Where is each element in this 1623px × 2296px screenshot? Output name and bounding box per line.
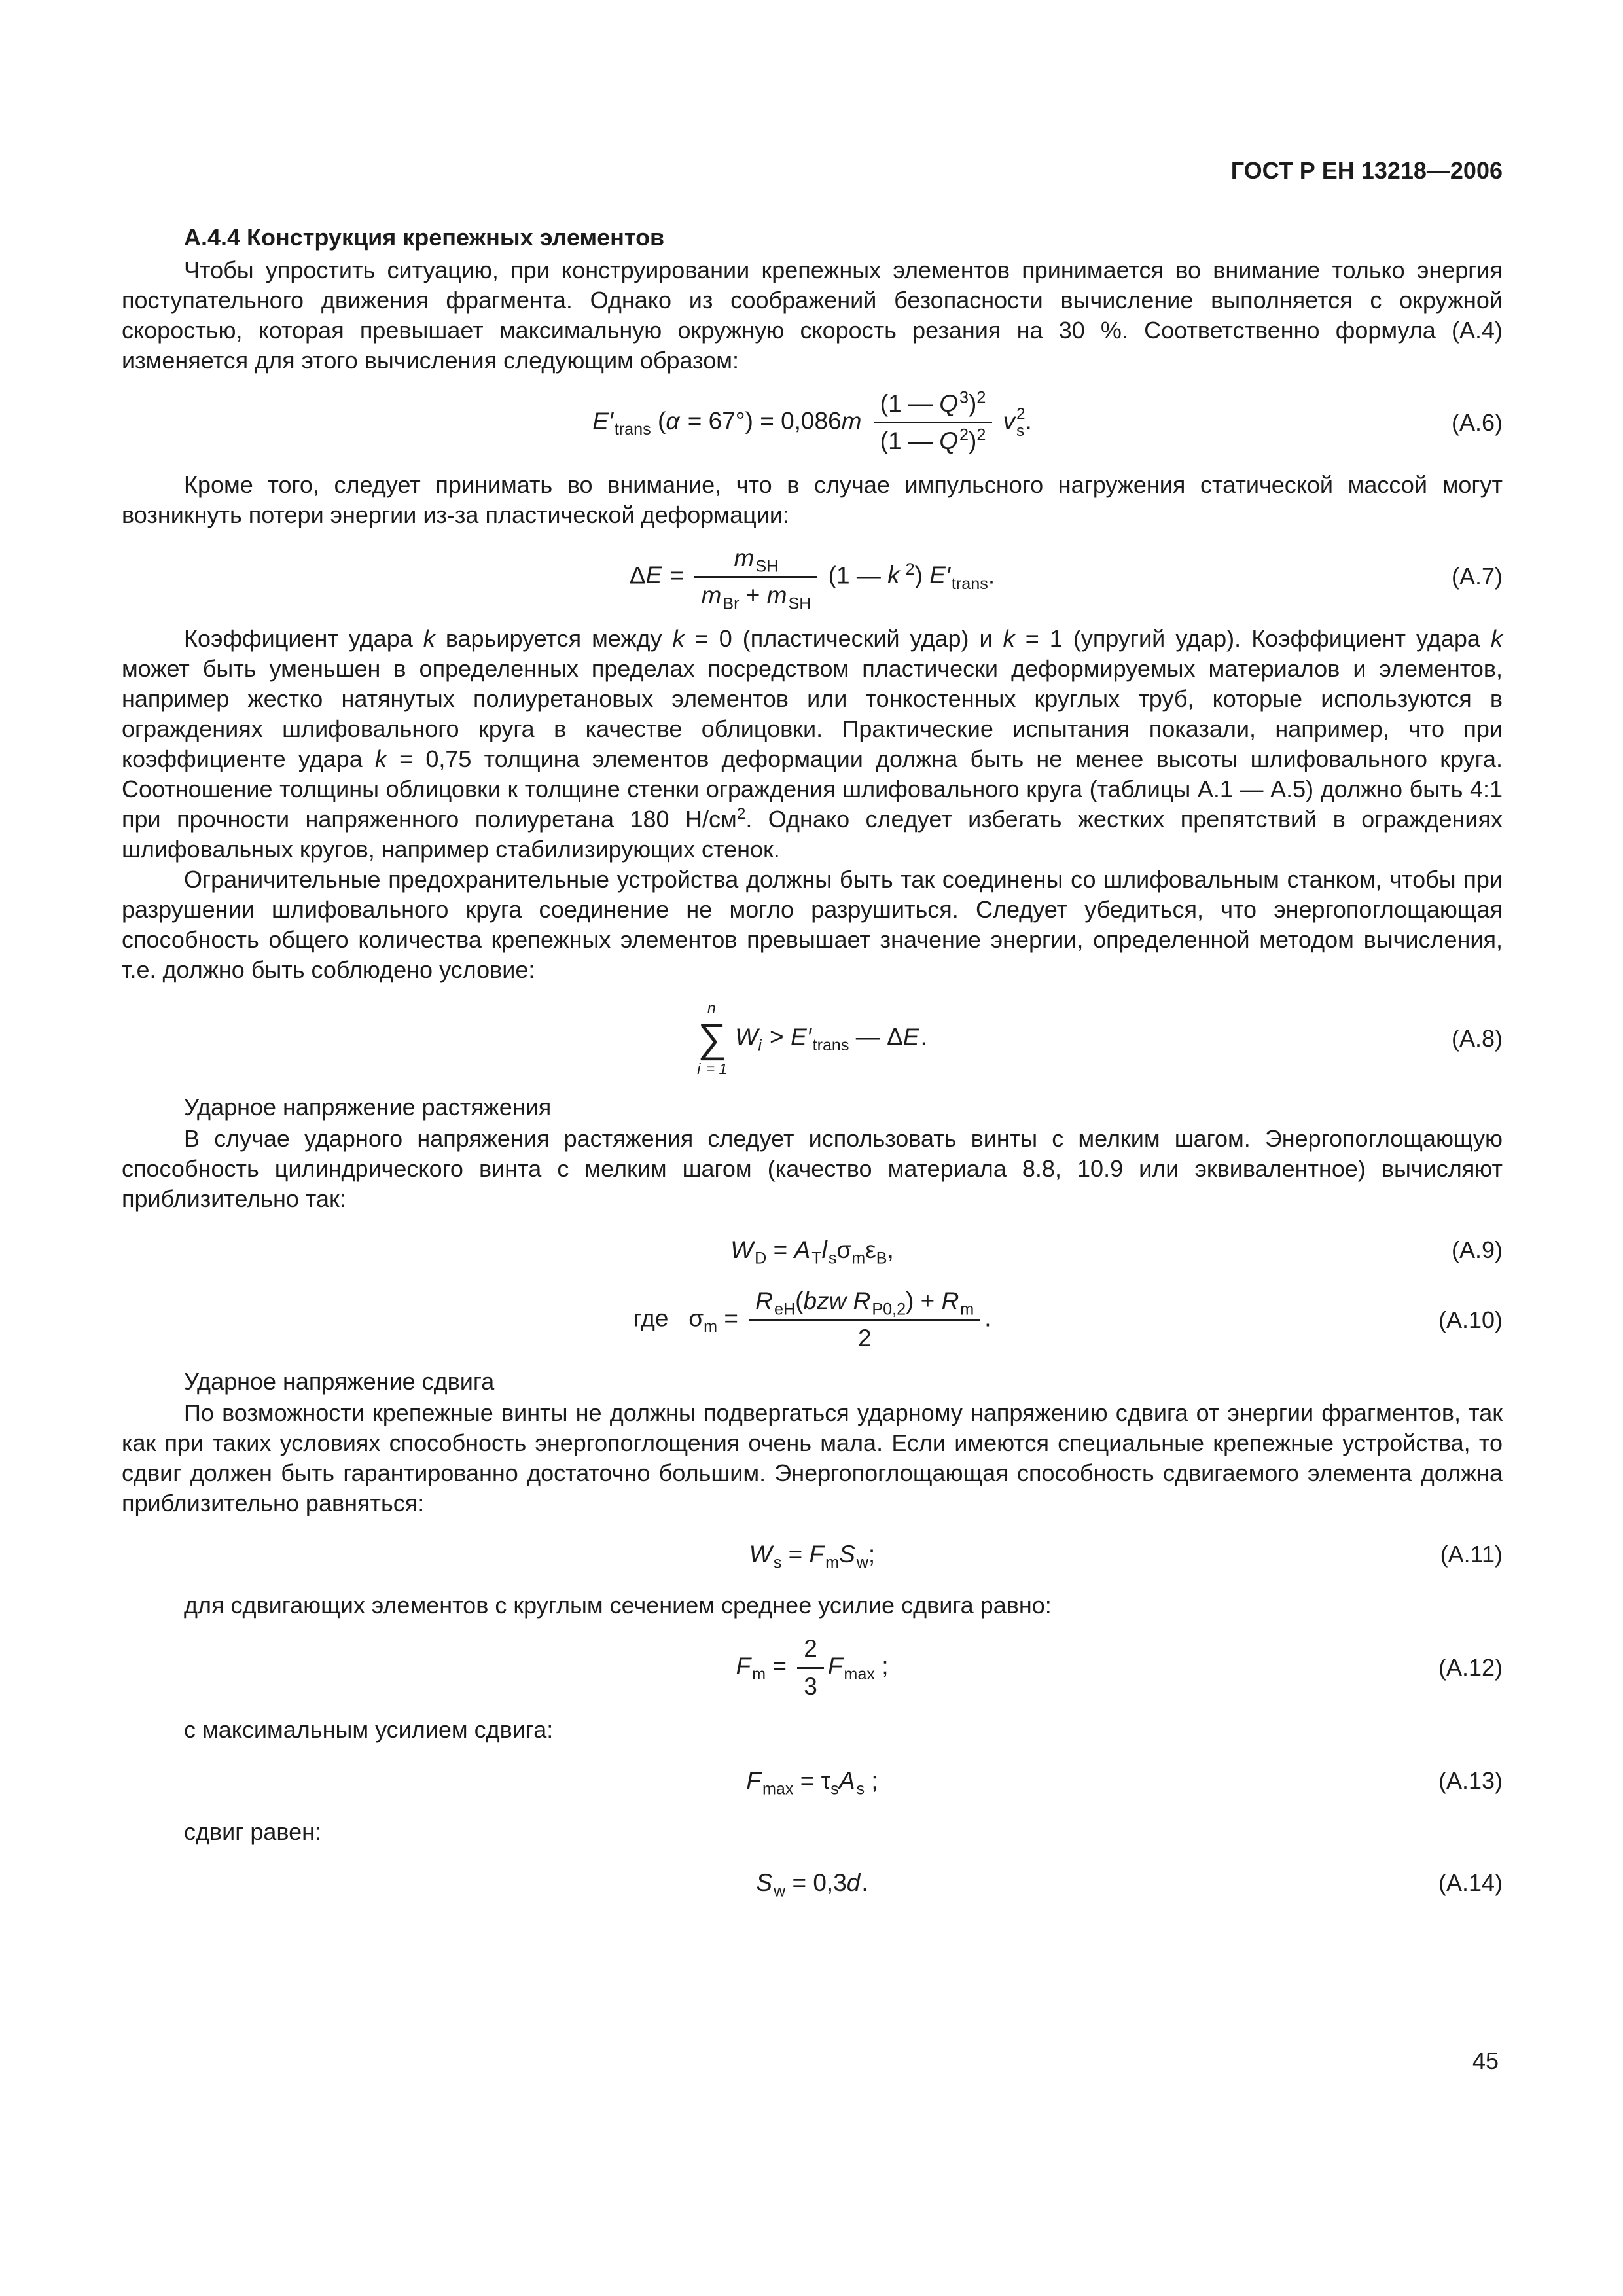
formula-a8-label: (А.8) bbox=[1451, 1024, 1503, 1052]
paragraph-tension: В случае ударного напряжения растяжения следует использовать винты с мелким шагом. Энергопоглощающую способность цилиндрического винта с мелким шагом (качество материала 8.8, 10.9 или эквивалентное) вычисляют приблизительно так: bbox=[122, 1124, 1503, 1212]
paragraph-intro: Чтобы упростить ситуацию, при конструировании крепежных элементов принимается во внимание только энергия поступательного движения фрагмента. Однако из соображений безопасности вычисление выполняется с окружной скоростью, которая превышает максимальную окружную скорость резания на 30 %. Соответственно формула (А.4) изменяется для этого вычисления следующим образом: bbox=[122, 257, 1503, 374]
formula-a14-expression: $S_w = 0,3d$. bbox=[756, 1869, 868, 1901]
formula-a11 bbox=[122, 1532, 1503, 1577]
formula-a10-expression: где $\sigma_m$ = $\frac{R_{eH}(bzw R_{P0,2}) + R_m}{2}$ . bbox=[633, 1287, 991, 1352]
formula-a6-expression: $E'_{trans}$ (α = 67°) = 0,086m $\frac{(1 — Q^3)^2}{(1 — Q^2)^2}$ v 2 s . bbox=[592, 388, 1032, 455]
formula-a10-label: (А.10) bbox=[1438, 1306, 1503, 1333]
formula-a7-label: (А.7) bbox=[1451, 563, 1503, 590]
paragraph-mean-shear: для сдвигающих элементов с круглым сечением среднее усилие сдвига равно: bbox=[184, 1592, 1052, 1619]
paragraph-max-shear: с максимальным усилием сдвига: bbox=[184, 1715, 554, 1743]
formula-a11-expression: $W_s = F_mS_w$; bbox=[749, 1541, 876, 1572]
document-header: ГОСТ Р ЕН 13218—2006 bbox=[1230, 157, 1503, 184]
formula-a8-expression: n ∑ i = 1 $W_i > E'_{trans}$ — ΔE. bbox=[697, 999, 927, 1077]
paragraph-safety-devices: Ограничительные предохранительные устройства должны быть так соединены со шлифовальным станком, чтобы при разрушении шлифовального круга соединение не могло разрушиться. Следует убедиться, что энергопоглощающая способность общего количества крепежных элементов превышает значение энергии, определенной методом вычисления, т.е. должно быть соблюдено условие: bbox=[122, 866, 1503, 983]
paragraph-shear: По возможности крепежные винты не должны подвергаться ударному напряжению сдвига от энергии фрагментов, так как при таких условиях способность энергопоглощения очень мала. Если имеются специальные крепежные устройства, то сдвиг должен быть гарантированно достаточно большим. Энергопоглощающая способность сдвигаемого элемента должна приблизительно равняться: bbox=[122, 1399, 1503, 1517]
formula-a11-label: (А.11) bbox=[1440, 1541, 1503, 1568]
formula-a12-label: (А.12) bbox=[1438, 1654, 1503, 1681]
formula-a9-expression: $W_D = A_Tl_s\sigma_m\varepsilon_B$, bbox=[730, 1236, 894, 1268]
formula-a9-label: (А.9) bbox=[1451, 1236, 1503, 1263]
formula-a14-label: (А.14) bbox=[1438, 1869, 1503, 1896]
formula-a7-expression: ΔE = $\frac{m_{SH}}{m_{Br} + m_{SH}}$ (1 — k $^2$) $E'_{trans}$. bbox=[629, 544, 995, 613]
formula-a13-label: (А.13) bbox=[1438, 1767, 1503, 1794]
formula-a10 bbox=[122, 1286, 1503, 1354]
page-content bbox=[122, 156, 1503, 1919]
paragraph-shift-equal: сдвиг равен: bbox=[184, 1818, 322, 1845]
formula-a9 bbox=[122, 1227, 1503, 1273]
section-heading: А.4.4 Конструкция крепежных элементов bbox=[184, 224, 665, 251]
formula-a8 bbox=[122, 998, 1503, 1079]
page-number: 45 bbox=[1472, 2047, 1499, 2074]
formula-a6 bbox=[122, 389, 1503, 457]
paragraph-impulse-loss: Кроме того, следует принимать во внимание, что в случае импульсного нагружения статической массой могут возникнуть потери энергии из-за пластической деформации: bbox=[122, 471, 1503, 528]
formula-a12-expression: $F_m$ = $\frac{2}{3}$ $F_{max}$ ; bbox=[736, 1635, 889, 1700]
formula-a6-label: (А.6) bbox=[1451, 408, 1503, 436]
formula-a7 bbox=[122, 543, 1503, 611]
formula-a14 bbox=[122, 1860, 1503, 1906]
paragraph-impact-coefficient: Коэффициент удара k варьируется между k = 0 (пластический удар) и k = 1 (упругий удар). Коэффициент удара k может быть уменьшен в определенных пределах посредством пластически деформируемых материалов и элементов, например жестко натянутых полиуретановых элементов или тонкостенных круглых труб, которые используются в ограждениях шлифовального круга в качестве облицовки. Практические испытания показали, например, что при коэффициенте удара k = 0,75 толщина элементов деформации должна быть не менее высоты шлифовального круга. Соотношение толщины облицовки к толщине стенки ограждения шлифовального круга (таблицы А.1 — А.5) должно быть 4:1 при прочности напряженного полиуретана 180 $Н/см^2$. Однако следует избегать жестких препятствий в ограждениях шлифовальных кругов, например стабилизирующих стенок. bbox=[122, 625, 1503, 863]
formula-a13-expression: $F_{max} = \tau_sA_s$ ; bbox=[746, 1767, 878, 1799]
subheading-tension: Ударное напряжение растяжения bbox=[184, 1093, 552, 1121]
formula-a13 bbox=[122, 1758, 1503, 1804]
subheading-shear: Ударное напряжение сдвига bbox=[184, 1368, 495, 1395]
formula-a12 bbox=[122, 1634, 1503, 1702]
